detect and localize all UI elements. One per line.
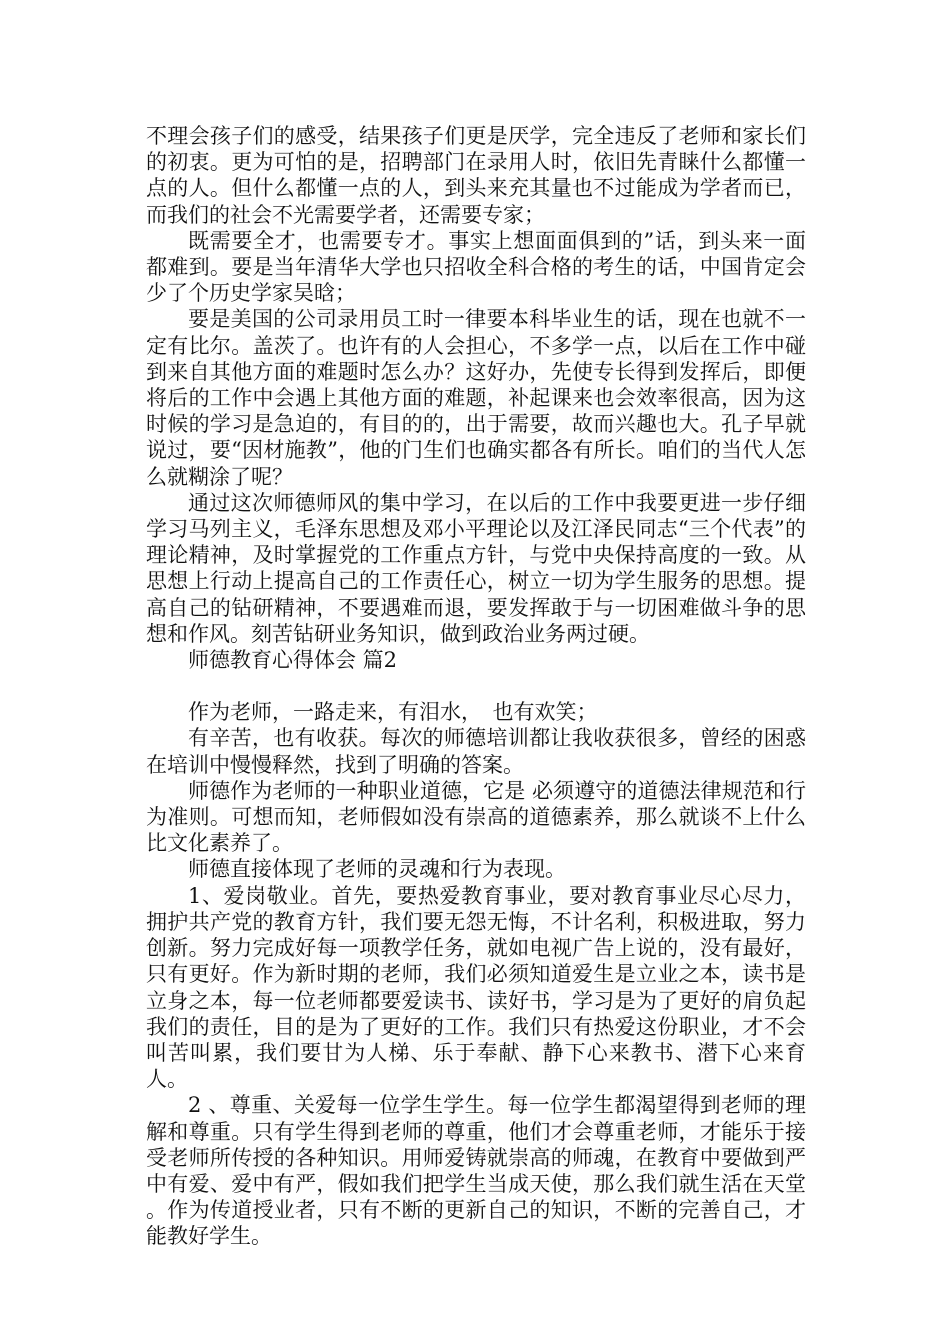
paragraph: 1、爱岗敬业。首先，要热爱教育事业，要对教育事业尽心尽力，拥护共产党的教育方针，我们要无怨无悔，不计名利，积极进取，努力创新。努力完成好每一项教学任务，就如电视广告上说的，没有最好，只有更好。作为新时期的老师，我们必须知道爱生是立业之本，读书是立身之本，每一位老师都要爱读书、读好书，学习是为了更好的肩负起我们的责任，目的是为了更好的工作。我们只有热爱这份职业，才不会叫苦叫累，我们要甘为人梯、乐于奉献、静下心来教书、潜下心来育人。 <box>146 883 806 1092</box>
paragraph: 作为老师，一路走来，有泪水， 也有欢笑； <box>188 700 598 725</box>
paragraph: 有辛苦，也有收获。每次的师德培训都让我收获很多，曾经的困惑在培训中慢慢释然，找到了明确的答案。 <box>146 726 806 777</box>
paragraph: 不理会孩子们的感受，结果孩子们更是厌学，完全违反了老师和家长们的初衷。更为可怕的是，招聘部门在录用人时，依旧先青睐什么都懂一点的人。但什么都懂一点的人，到头来充其量也不过能成为学者而已，而我们的社会不光需要学者，还需要专家； <box>146 124 806 227</box>
paragraph: 要是美国的公司录用员工时一律要本科毕业生的话，现在也就不一定有比尔。盖茨了。也许有的人会担心，不多学一点，以后在工作中碰到来自其他方面的难题时怎么办？这好办，先使专长得到发挥后，即便将后的工作中会遇上其他方面的难题，补起课来也会效率很高，因为这时候的学习是急迫的，有目的的，出于需要，故而兴趣也大。孔子早就说过，要“因材施教”，他的门生们也确实都各有所长。咱们的当代人怎么就糊涂了呢？ <box>146 307 806 489</box>
paragraph: 师德直接体现了老师的灵魂和行为表现。 <box>188 857 566 882</box>
paragraph: 通过这次师德师风的集中学习，在以后的工作中我要更进一步仔细学习马列主义，毛泽东思想及邓小平理论以及江泽民同志“三个代表”的理论精神，及时掌握党的工作重点方针，与党中央保持高度的一致。从思想上行动上提高自己的工作责任心，树立一切为学生服务的思想。提高自己的钻研精神，不要遇难而退，要发挥敢于与一切困难做斗争的思想和作风。刻苦钻研业务知识，做到政治业务两过硬。 <box>146 490 806 646</box>
paragraph: 2 、尊重、关爱每一位学生学生。每一位学生都渴望得到老师的理解和尊重。只有学生得到老师的尊重，他们才会尊重老师，才能乐于接受老师所传授的各种知识。用师爱铸就崇高的师魂，在教育中要做到严中有爱、爱中有严，假如我们把学生当成天使，那么我们就生活在天堂 。作为传道授业者，只有不断的更新自己的知识，不断的完善自己，才能教好学生。 <box>146 1093 806 1249</box>
paragraph: 师德作为老师的一种职业道德，它是 必须遵守的道德法律规范和行为准则。可想而知，老师假如没有崇高的道德素养，那么就谈不上什么比文化素养了。 <box>146 778 806 856</box>
section-title: 师德教育心得体会 篇2 <box>188 648 398 673</box>
document-page <box>146 123 806 1250</box>
paragraph: 既需要全才，也需要专才。事实上想面面俱到的”话，到头来一面都难到。要是当年清华大学也只招收全科合格的考生的话，中国肯定会少了个历史学家吴晗； <box>146 228 806 306</box>
